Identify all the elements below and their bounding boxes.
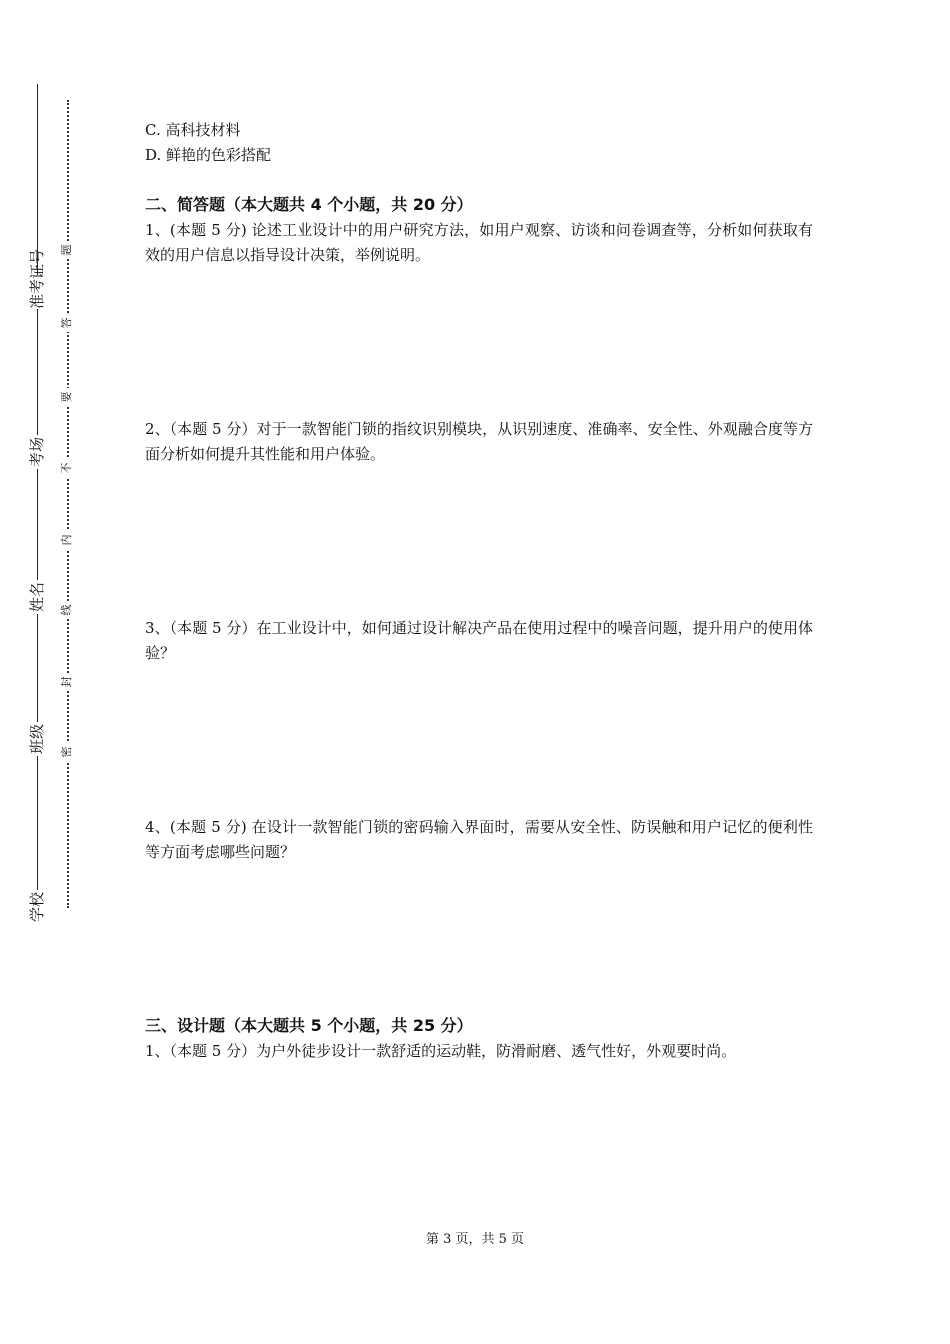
- section-3-title: 三、设计题（本大题共 5 个小题，共 25 分）: [145, 1016, 473, 1035]
- design-question-1: 1、（本题 5 分）为户外徒步设计一款舒适的运动鞋，防滑耐磨、透气性好，外观要时尚。: [145, 1042, 737, 1060]
- name-label: 姓名: [20, 580, 54, 614]
- seal-char: 内: [58, 531, 76, 549]
- binding-solid-line: [37, 84, 38, 914]
- short-answer-question-1: 1、(本题 5 分) 论述工业设计中的用户研究方法，如用户观察、访谈和问卷调查等，分析如何获取有效的用户信息以指导设计决策，举例说明。: [145, 221, 813, 264]
- seal-char: 密: [58, 743, 76, 761]
- option-c: C. 高科技材料: [145, 121, 241, 139]
- short-answer-question-2: 2、（本题 5 分）对于一款智能门锁的指纹识别模块，从识别速度、准确率、安全性、外观融合度等方面分析如何提升其性能和用户体验。: [145, 420, 813, 463]
- short-answer-question-4: 4、(本题 5 分) 在设计一款智能门锁的密码输入界面时，需要从安全性、防误触和用户记忆的便利性等方面考虑哪些问题？: [145, 818, 813, 861]
- seal-char: 线: [58, 601, 76, 619]
- seal-dotted-line: [67, 100, 69, 908]
- seal-char: 不: [58, 459, 76, 477]
- short-answer-question-3: 3、（本题 5 分）在工业设计中，如何通过设计解决产品在使用过程中的噪音问题，提升用户的使用体验？: [145, 619, 813, 662]
- option-d: D. 鲜艳的色彩搭配: [145, 146, 272, 164]
- section-2-title: 二、简答题（本大题共 4 个小题，共 20 分）: [145, 195, 473, 214]
- seal-char: 题: [58, 241, 76, 259]
- exam-room-label: 考场: [20, 435, 54, 469]
- page-number: 第 3 页，共 5 页: [425, 1232, 525, 1247]
- seal-char: 封: [58, 673, 76, 691]
- class-label: 班级: [20, 722, 54, 756]
- seal-char: 要: [58, 388, 76, 406]
- school-label: 学校: [20, 890, 54, 924]
- seal-char: 答: [58, 314, 76, 332]
- exam-id-label: 准考证号: [20, 275, 54, 309]
